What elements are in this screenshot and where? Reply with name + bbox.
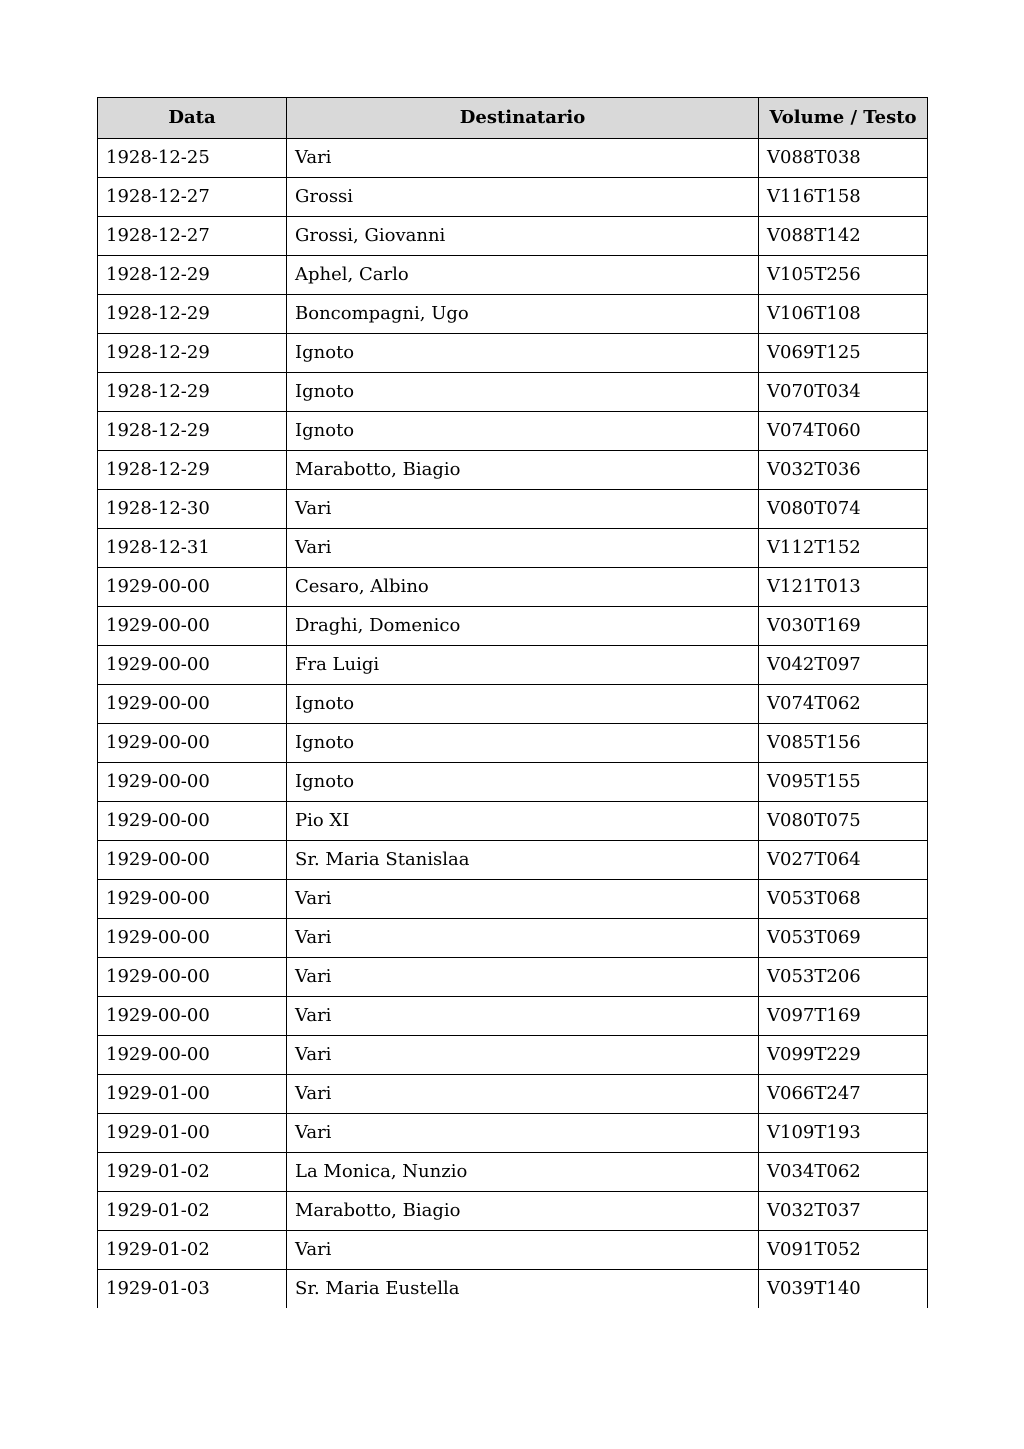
recipient-cell: Ignoto — [287, 763, 759, 802]
volume-cell: V121T013 — [759, 568, 928, 607]
volume-cell: V088T038 — [759, 139, 928, 178]
date-cell: 1928-12-29 — [98, 334, 287, 373]
date-cell: 1928-12-29 — [98, 295, 287, 334]
table-row — [98, 451, 928, 490]
date-cell: 1928-12-29 — [98, 412, 287, 451]
table-row — [98, 802, 928, 841]
table-row — [98, 295, 928, 334]
table-row — [98, 607, 928, 646]
recipient-cell: Ignoto — [287, 724, 759, 763]
volume-cell: V069T125 — [759, 334, 928, 373]
volume-cell: V030T169 — [759, 607, 928, 646]
date-cell: 1928-12-27 — [98, 178, 287, 217]
volume-cell: V053T068 — [759, 880, 928, 919]
recipient-cell: Ignoto — [287, 334, 759, 373]
recipient-cell: Ignoto — [287, 373, 759, 412]
date-cell: 1928-12-29 — [98, 373, 287, 412]
table-row — [98, 412, 928, 451]
volume-cell: V105T256 — [759, 256, 928, 295]
recipient-cell: Sr. Maria Eustella — [287, 1270, 759, 1309]
table-row — [98, 685, 928, 724]
recipient-cell: Boncompagni, Ugo — [287, 295, 759, 334]
header-row — [98, 98, 928, 139]
recipient-cell: Aphel, Carlo — [287, 256, 759, 295]
date-cell: 1929-00-00 — [98, 1036, 287, 1075]
table-row — [98, 763, 928, 802]
recipient-cell: Pio XI — [287, 802, 759, 841]
recipient-cell: Vari — [287, 1036, 759, 1075]
table-row — [98, 646, 928, 685]
table-row — [98, 724, 928, 763]
volume-cell: V053T069 — [759, 919, 928, 958]
table-row — [98, 568, 928, 607]
volume-cell: V074T062 — [759, 685, 928, 724]
recipient-cell: Vari — [287, 490, 759, 529]
table-row — [98, 217, 928, 256]
recipient-cell: Sr. Maria Stanislaa — [287, 841, 759, 880]
date-cell: 1929-00-00 — [98, 880, 287, 919]
recipient-cell: Vari — [287, 1075, 759, 1114]
table-row — [98, 373, 928, 412]
date-cell: 1929-01-02 — [98, 1231, 287, 1270]
date-cell: 1929-00-00 — [98, 724, 287, 763]
volume-cell: V080T075 — [759, 802, 928, 841]
volume-cell: V109T193 — [759, 1114, 928, 1153]
table-row — [98, 1036, 928, 1075]
volume-cell: V070T034 — [759, 373, 928, 412]
recipient-cell: Cesaro, Albino — [287, 568, 759, 607]
table-row — [98, 1114, 928, 1153]
recipient-cell: Grossi — [287, 178, 759, 217]
recipient-cell: Vari — [287, 919, 759, 958]
date-cell: 1929-00-00 — [98, 646, 287, 685]
volume-cell: V042T097 — [759, 646, 928, 685]
table-header — [98, 98, 928, 139]
date-cell: 1928-12-30 — [98, 490, 287, 529]
recipient-cell: La Monica, Nunzio — [287, 1153, 759, 1192]
column-header-recipient: Destinatario — [287, 98, 759, 139]
date-cell: 1929-00-00 — [98, 685, 287, 724]
table-body — [98, 139, 928, 1309]
date-cell: 1929-01-03 — [98, 1270, 287, 1309]
volume-cell: V027T064 — [759, 841, 928, 880]
date-cell: 1929-01-02 — [98, 1192, 287, 1231]
date-cell: 1928-12-29 — [98, 451, 287, 490]
recipient-cell: Fra Luigi — [287, 646, 759, 685]
table-row — [98, 958, 928, 997]
volume-cell: V039T140 — [759, 1270, 928, 1309]
recipient-cell: Grossi, Giovanni — [287, 217, 759, 256]
volume-cell: V095T155 — [759, 763, 928, 802]
table-row — [98, 919, 928, 958]
volume-cell: V112T152 — [759, 529, 928, 568]
date-cell: 1929-00-00 — [98, 841, 287, 880]
table-row — [98, 334, 928, 373]
recipient-cell: Marabotto, Biagio — [287, 451, 759, 490]
volume-cell: V088T142 — [759, 217, 928, 256]
date-cell: 1929-00-00 — [98, 607, 287, 646]
volume-cell: V032T037 — [759, 1192, 928, 1231]
table-row — [98, 139, 928, 178]
correspondence-table — [97, 97, 928, 1308]
table-row — [98, 997, 928, 1036]
table-row — [98, 880, 928, 919]
recipient-cell: Vari — [287, 958, 759, 997]
table-row — [98, 490, 928, 529]
table-row — [98, 1192, 928, 1231]
recipient-cell: Vari — [287, 997, 759, 1036]
volume-cell: V091T052 — [759, 1231, 928, 1270]
recipient-cell: Vari — [287, 139, 759, 178]
volume-cell: V066T247 — [759, 1075, 928, 1114]
table-row — [98, 1075, 928, 1114]
date-cell: 1929-00-00 — [98, 802, 287, 841]
table-row — [98, 841, 928, 880]
date-cell: 1928-12-29 — [98, 256, 287, 295]
date-cell: 1929-00-00 — [98, 568, 287, 607]
date-cell: 1929-00-00 — [98, 997, 287, 1036]
table-row — [98, 1231, 928, 1270]
date-cell: 1928-12-31 — [98, 529, 287, 568]
volume-cell: V097T169 — [759, 997, 928, 1036]
volume-cell: V080T074 — [759, 490, 928, 529]
recipient-cell: Ignoto — [287, 685, 759, 724]
volume-cell: V106T108 — [759, 295, 928, 334]
volume-cell: V085T156 — [759, 724, 928, 763]
volume-cell: V074T060 — [759, 412, 928, 451]
volume-cell: V032T036 — [759, 451, 928, 490]
date-cell: 1929-01-00 — [98, 1075, 287, 1114]
table-row — [98, 178, 928, 217]
volume-cell: V053T206 — [759, 958, 928, 997]
date-cell: 1929-01-02 — [98, 1153, 287, 1192]
volume-cell: V034T062 — [759, 1153, 928, 1192]
table-row — [98, 1153, 928, 1192]
recipient-cell: Vari — [287, 529, 759, 568]
recipient-cell: Vari — [287, 880, 759, 919]
date-cell: 1929-01-00 — [98, 1114, 287, 1153]
recipient-cell: Vari — [287, 1231, 759, 1270]
date-cell: 1929-00-00 — [98, 763, 287, 802]
date-cell: 1928-12-25 — [98, 139, 287, 178]
table-row — [98, 1270, 928, 1309]
column-header-volume: Volume / Testo — [759, 98, 928, 139]
date-cell: 1929-00-00 — [98, 958, 287, 997]
recipient-cell: Marabotto, Biagio — [287, 1192, 759, 1231]
recipient-cell: Draghi, Domenico — [287, 607, 759, 646]
table-row — [98, 529, 928, 568]
date-cell: 1928-12-27 — [98, 217, 287, 256]
date-cell: 1929-00-00 — [98, 919, 287, 958]
volume-cell: V099T229 — [759, 1036, 928, 1075]
recipient-cell: Vari — [287, 1114, 759, 1153]
volume-cell: V116T158 — [759, 178, 928, 217]
column-header-date: Data — [98, 98, 287, 139]
recipient-cell: Ignoto — [287, 412, 759, 451]
table-row — [98, 256, 928, 295]
